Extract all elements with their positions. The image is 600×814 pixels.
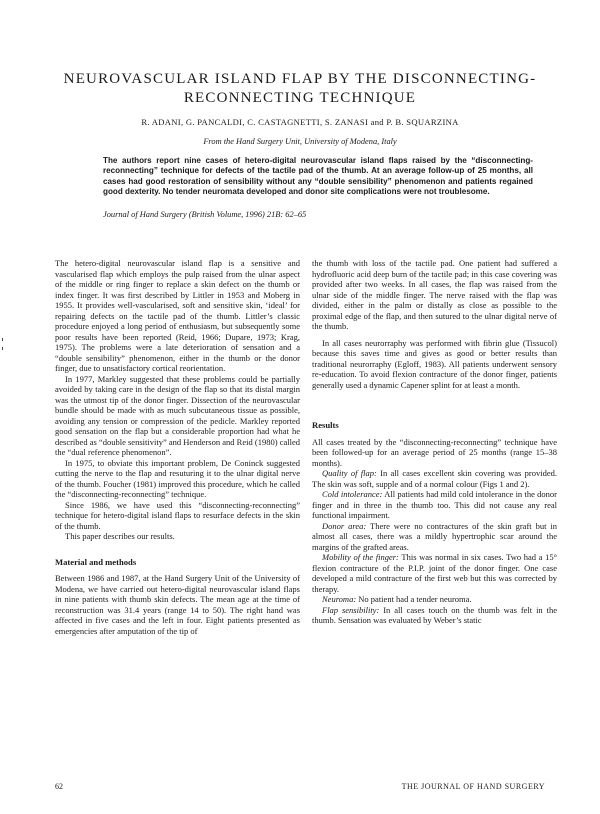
subsection-label: Quality of flap: — [322, 468, 377, 478]
right-column — [312, 258, 557, 626]
paragraph: All cases treated by the “disconnecting-reconnecting” technique have been followed-up for an average period of 25 months (range 15–38 months). — [312, 436, 557, 468]
left-column — [55, 258, 300, 636]
affiliation: From the Hand Surgery Unit, University of Modena, Italy — [203, 137, 397, 146]
subsection-text: No patient had a tender neuroma. — [356, 594, 472, 604]
section-heading-results: Results — [312, 420, 339, 430]
abstract: The authors report nine cases of hetero-digital neurovascular island flaps raised by the “disconnecting-reconnecting” technique for defects of the tactile pad of the thumb. At an average follow-up of 25 months, all cases had good restoration of sensibility without any “double sensibility” phenomenon and patients regained good dexterity. No tender neuromata developed and donor site complications were not troublesome. — [103, 156, 533, 196]
subsection-label: Cold intolerance: — [322, 489, 383, 499]
section-heading-methods: Material and methods — [55, 556, 137, 567]
subsection-label: Flap sensibility: — [322, 604, 380, 615]
paragraph: In 1975, to obviate this important problem, De Coninck suggested cutting the nerve to the flap and resuturing it to the ulnar digital nerve of the thumb. Foucher (1981) improved this procedure, which he called the “disconnecting-reconnecting” technique. — [55, 457, 300, 499]
running-footer: THE JOURNAL OF HAND SURGERY — [401, 782, 545, 791]
paragraph: Between 1986 and 1987, at the Hand Surgery Unit of the University of Modena, we have carried out hetero-digital neurovascular island flaps in nine patients with thumb skin defects. The mean age at the time of reconstruction was 31.4 years (range 14 to 50). The right hand was affected in five cases and the left in four. Eight patients presented as emergencies after amputation of the tip of — [55, 573, 300, 636]
subsection-label: Mobility of the finger: — [322, 552, 399, 562]
paragraph: Since 1986, we have used this “disconnecting-reconnecting” technique for hetero-digital island flaps to resurface defects in the skin of the thumb. — [55, 499, 300, 531]
author-list: R. ADANI, G. PANCALDI, C. CASTAGNETTI, S. ZANASI and P. B. SQUARZINA — [141, 117, 459, 127]
title-line-1: NEUROVASCULAR ISLAND FLAP BY THE DISCONNECTING- — [63, 71, 537, 87]
subsection-text: All patients had mild cold intolerance in the donor finger and in three in the thumb too. This did not cause any real functional impairment. — [312, 489, 557, 520]
subsection-text: In all cases touch on the thumb was felt in the thumb. Sensation was evaluated by Weber’s static — [312, 604, 557, 625]
subsection-mobility — [312, 552, 557, 594]
paragraph: In 1977, Markley suggested that these problems could be partially avoided by taking care in the design of the flap so that its distal margin was the utmost tip of the donor finger. Dissection of the neurovascular bundle should be made with as much subcutaneous tissue as possible, avoiding any tension or compression of the pedicle. Markley reported good sensation on the flap but a considerable proportion had what he described as “double sensitivity” and Henderson and Reid (1980) called the “dual reference phenomenon”. — [55, 373, 300, 457]
margin-mark — [2, 338, 3, 341]
subsection-text: There were no contractures of the skin graft but in almost all cases, there was a mildly hypertrophic scar around the margins of the grafted areas. — [312, 520, 557, 552]
paragraph: the thumb with loss of the tactile pad. One patient had suffered a hydrofluoric acid deep burn of the tactile pad; in this case covering was provided after two weeks. In all cases, the flap was raised from the ulnar side of the middle finger. The nerve raised with the flap was divided, either in the palm or distally as close as possible to the proximal edge of the flap, and then sutured to the ulnar digital nerve of the thumb. — [312, 258, 557, 331]
journal-citation: Journal of Hand Surgery (British Volume, 1996) 21B: 62–65 — [103, 210, 307, 219]
paragraph: This paper describes our results. — [65, 531, 175, 541]
subsection-text: This was normal in six cases. Two had a 15° flexion contracture of the P.I.P. joint of the donor finger. One case developed a mild contracture of the first web but this was corrected by therapy. — [312, 552, 558, 594]
subsection-label: Donor area: — [322, 520, 367, 531]
article-title — [40, 70, 560, 108]
subsection-label: Neuroma: — [322, 594, 357, 604]
margin-mark — [2, 347, 3, 350]
page-number: 62 — [55, 782, 63, 791]
title-line-2: RECONNECTING TECHNIQUE — [183, 90, 417, 106]
subsection-neuroma — [312, 594, 557, 605]
subsection-flap-sensibility — [312, 605, 557, 626]
subsection-cold-intolerance — [312, 489, 557, 521]
paragraph: The hetero-digital neurovascular island flap is a sensitive and vascularised flap which employs the pulp raised from the ulnar aspect of the middle or ring finger to replace a skin defect on the thumb or index finger. It was first described by Littler in 1953 and Moberg in 1955. It provides well-vascularised, soft and sensitive skin, ‘ideal’ for repairing defects on the tactile pad of the thumb. Littler’s classic procedure enjoyed a long period of enthusiasm, but subsequently some poor results have been reported (Reid, 1966; Dupare, 1973; Krag, 1975). The problems were a late deterioration of sensation and a “double sensibility” phenomenon, either in the thumb or the donor finger, due to unsatisfactory cortical reorientation. — [55, 258, 300, 373]
subsection-text: In all cases excellent skin covering was provided. The skin was soft, supple and of a normal colour (Figs 1 and 2). — [312, 468, 557, 489]
subsection-quality-of-flap — [312, 468, 557, 489]
paragraph: In all cases neurorraphy was performed with fibrin glue (Tissucol) because this saves time and gives as good or better results than traditional neurorraphy (Egloff, 1983). All patients underwent sensory re-education. To avoid flexion contracture of the donor finger, patients generally used a dynamic Capener splint for at least a month. — [312, 337, 557, 390]
subsection-donor-area — [312, 521, 557, 553]
